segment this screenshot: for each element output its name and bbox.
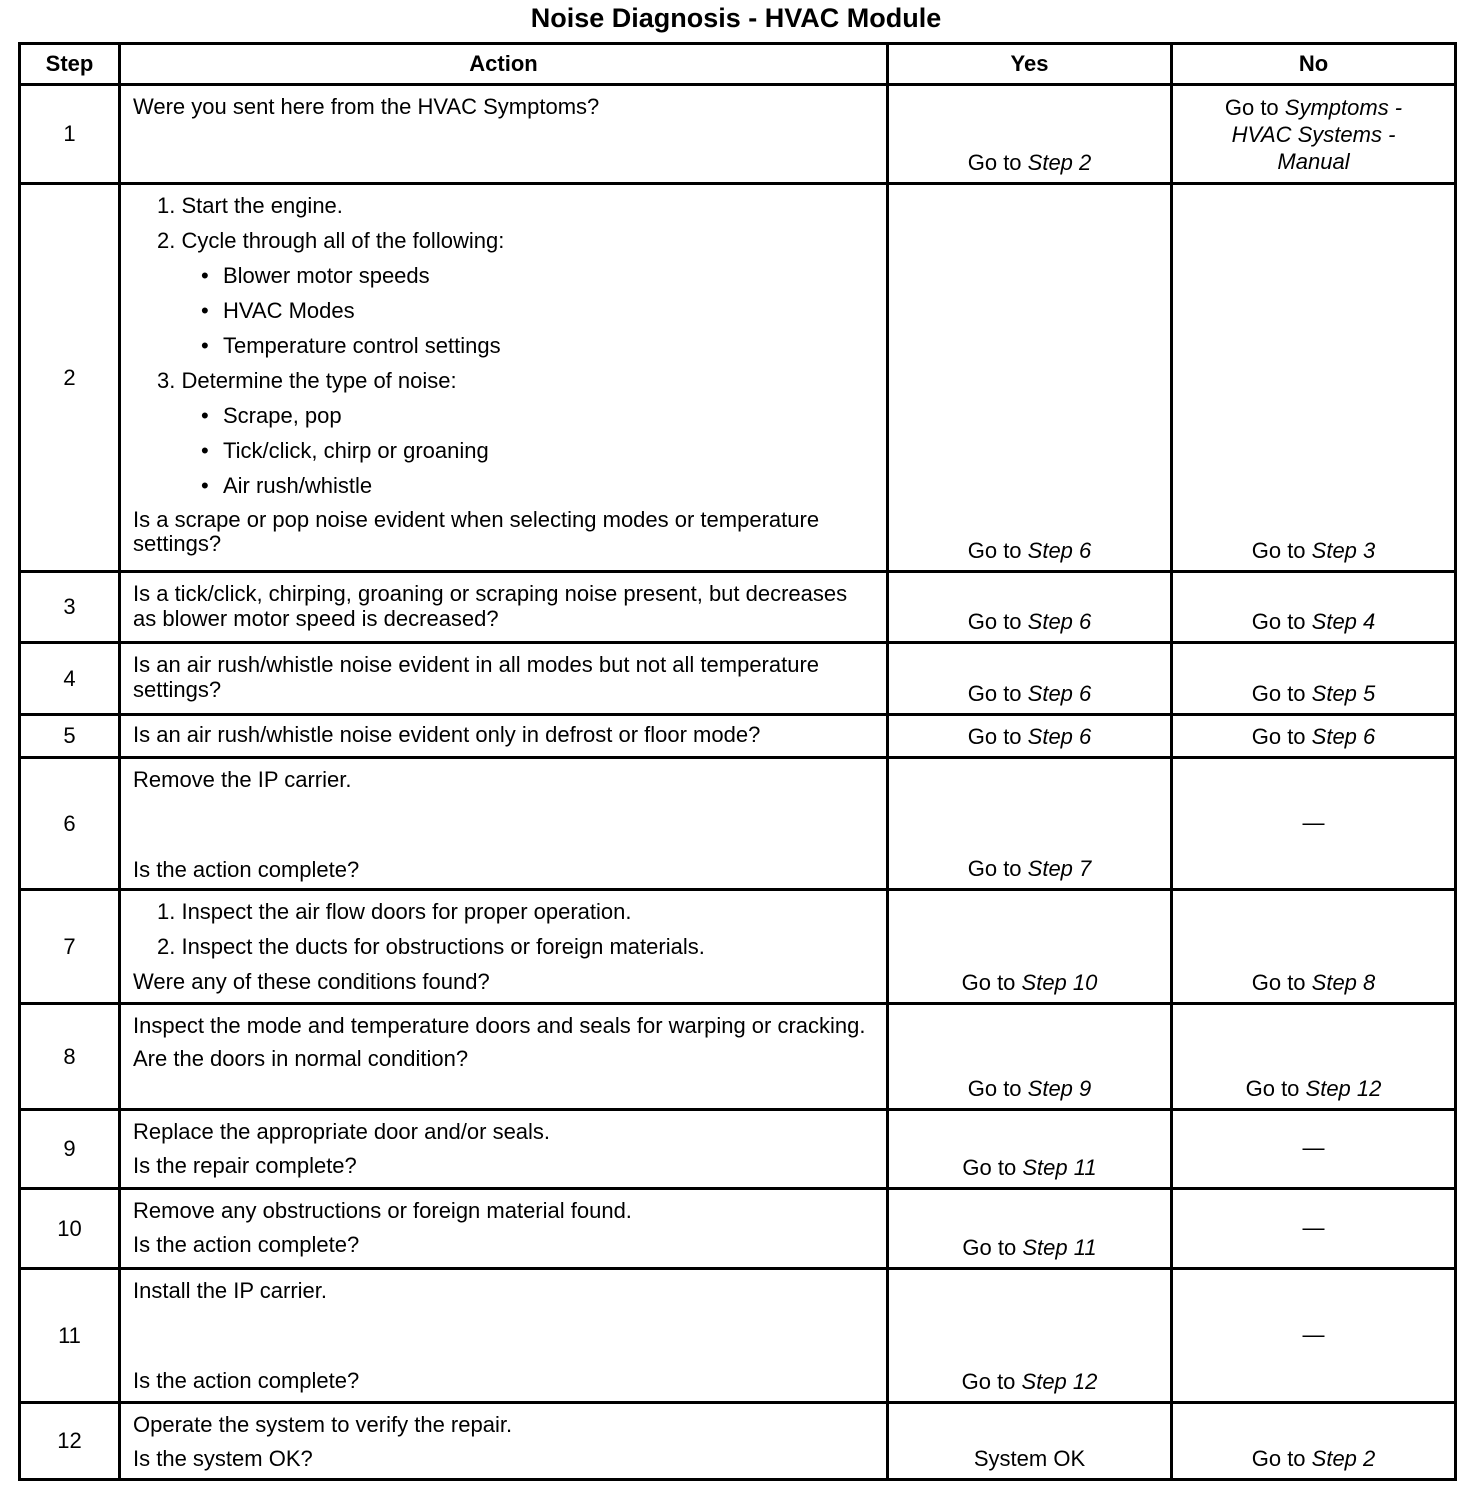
step-number: 12	[20, 1403, 120, 1480]
action-question: Is the action complete?	[133, 1232, 360, 1257]
bullet-item: • HVAC Modes	[201, 298, 355, 323]
no-cell: Go to Symptoms - HVAC Systems - Manual	[1172, 85, 1456, 184]
action-question: Is the repair complete?	[133, 1153, 357, 1178]
action-text: Replace the appropriate door and/or seals.	[133, 1119, 551, 1144]
numbered-item: 1. Start the engine.	[157, 193, 343, 218]
action-cell	[120, 1110, 888, 1189]
yes-cell: Go to Step 9	[888, 1004, 1172, 1110]
action-cell	[120, 1403, 888, 1480]
table-row	[20, 184, 1456, 572]
action-question: Is an air rush/whistle noise evident only in defrost or floor mode?	[133, 722, 761, 747]
diagnosis-table	[18, 42, 1457, 1481]
action-cell	[120, 1004, 888, 1110]
step-number: 3	[20, 572, 120, 643]
header-row	[20, 44, 1456, 85]
action-cell	[120, 184, 888, 572]
action-question: Is a scrape or pop noise evident when selecting modes or temperature settings?	[133, 507, 820, 556]
bullet-item: • Temperature control settings	[201, 333, 501, 358]
action-cell	[120, 715, 888, 758]
action-text: Install the IP carrier.	[133, 1278, 328, 1303]
step-number: 11	[20, 1269, 120, 1403]
header-action: Action	[120, 44, 888, 85]
action-question: Is an air rush/whistle noise evident in all modes but not all temperature settings?	[133, 652, 820, 702]
header-yes: Yes	[888, 44, 1172, 85]
action-question: Are the doors in normal condition?	[133, 1046, 469, 1071]
header-no: No	[1172, 44, 1456, 85]
bullet-item: • Tick/click, chirp or groaning	[201, 438, 489, 463]
step-number: 9	[20, 1110, 120, 1189]
table-row	[20, 85, 1456, 184]
table-row	[20, 572, 1456, 643]
numbered-item: 2. Cycle through all of the following:	[157, 228, 505, 253]
action-text: Remove any obstructions or foreign material found.	[133, 1198, 632, 1223]
no-cell: Go to Step 4	[1172, 572, 1456, 643]
step-number: 7	[20, 890, 120, 1004]
header-step: Step	[20, 44, 120, 85]
yes-cell: Go to Step 12	[888, 1269, 1172, 1403]
action-question: Is the action complete?	[133, 1368, 360, 1393]
action-question: Is the system OK?	[133, 1446, 313, 1471]
no-cell: —	[1172, 1189, 1456, 1269]
table-row	[20, 715, 1456, 758]
action-text: Operate the system to verify the repair.	[133, 1412, 513, 1437]
step-number: 10	[20, 1189, 120, 1269]
action-cell	[120, 758, 888, 890]
yes-cell: Go to Step 11	[888, 1110, 1172, 1189]
action-question: Is the action complete?	[133, 857, 360, 882]
action-question: Were any of these conditions found?	[133, 969, 490, 994]
step-number: 1	[20, 85, 120, 184]
bullet-item: • Blower motor speeds	[201, 263, 430, 288]
no-cell: Go to Step 6	[1172, 715, 1456, 758]
yes-cell: Go to Step 6	[888, 572, 1172, 643]
table-row	[20, 758, 1456, 890]
step-ref: Step 2	[1027, 150, 1092, 175]
no-cell: —	[1172, 1110, 1456, 1189]
table-row	[20, 1004, 1456, 1110]
table-row	[20, 643, 1456, 715]
yes-cell: Go to Step 6	[888, 643, 1172, 715]
action-cell	[120, 572, 888, 643]
table-row	[20, 890, 1456, 1004]
action-question: Were you sent here from the HVAC Symptoms?	[133, 94, 600, 119]
no-cell: Go to Step 5	[1172, 643, 1456, 715]
table-row	[20, 1110, 1456, 1189]
action-text: Remove the IP carrier.	[133, 767, 352, 792]
action-text: Inspect the mode and temperature doors and seals for warping or cracking.	[133, 1013, 866, 1038]
no-cell: Go to Step 2	[1172, 1403, 1456, 1480]
table-row	[20, 1189, 1456, 1269]
numbered-item: 3. Determine the type of noise:	[157, 368, 457, 393]
step-number: 6	[20, 758, 120, 890]
yes-cell: System OK	[888, 1403, 1172, 1480]
bullet-item: • Scrape, pop	[201, 403, 342, 428]
yes-cell: Go to Step 11	[888, 1189, 1172, 1269]
numbered-item: 1. Inspect the air flow doors for proper operation.	[157, 899, 632, 924]
yes-cell: Go to Step 7	[888, 758, 1172, 890]
yes-cell: Go to Step 6	[888, 184, 1172, 572]
yes-cell: Go to Step 10	[888, 890, 1172, 1004]
no-cell: Go to Step 12	[1172, 1004, 1456, 1110]
numbered-item: 2. Inspect the ducts for obstructions or foreign materials.	[157, 934, 705, 959]
step-number: 5	[20, 715, 120, 758]
yes-cell: Go to Step 2	[888, 85, 1172, 184]
table-row	[20, 1403, 1456, 1480]
yes-cell: Go to Step 6	[888, 715, 1172, 758]
table-row	[20, 1269, 1456, 1403]
step-number: 8	[20, 1004, 120, 1110]
no-cell: —	[1172, 758, 1456, 890]
step-number: 4	[20, 643, 120, 715]
bullet-item: • Air rush/whistle	[201, 473, 373, 498]
step-number: 2	[20, 184, 120, 572]
action-cell	[120, 85, 888, 184]
action-cell	[120, 1189, 888, 1269]
no-cell: Go to Step 3	[1172, 184, 1456, 572]
action-cell	[120, 643, 888, 715]
no-cell: Go to Step 8	[1172, 890, 1456, 1004]
action-question: Is a tick/click, chirping, groaning or scraping noise present, but decreases as blower motor speed is decreased?	[133, 581, 848, 631]
no-cell: —	[1172, 1269, 1456, 1403]
action-cell	[120, 1269, 888, 1403]
page-title: Noise Diagnosis - HVAC Module	[530, 3, 942, 33]
action-cell	[120, 890, 888, 1004]
